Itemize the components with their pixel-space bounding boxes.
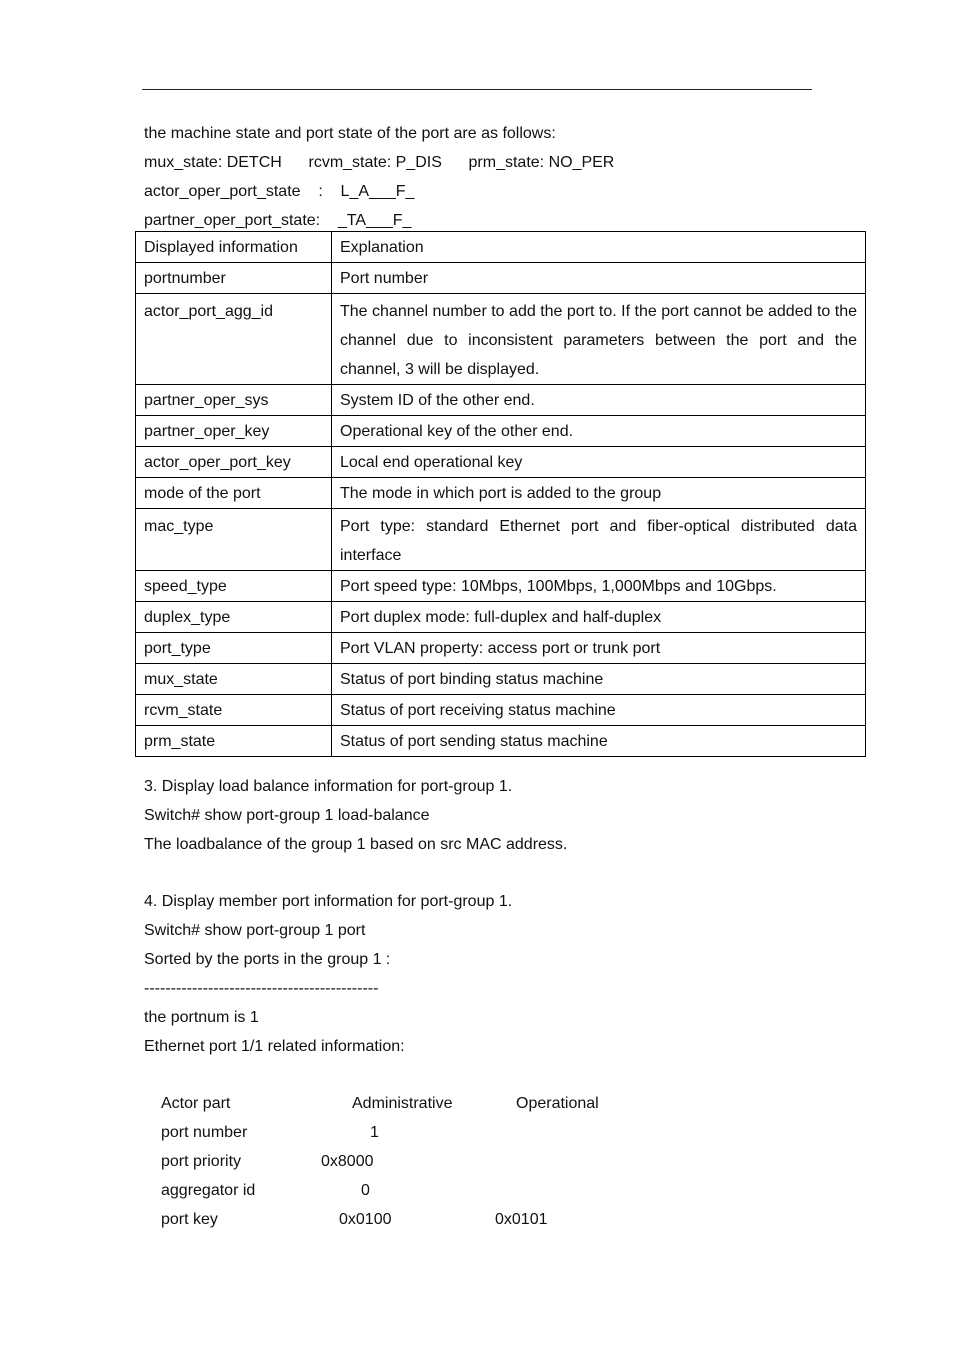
- table-row: [136, 509, 866, 571]
- actor-row-admin: 0x0100: [339, 1211, 392, 1228]
- section-3-output: The loadbalance of the group 1 based on src MAC address.: [144, 836, 568, 853]
- table-cell: partner_oper_sys: [136, 385, 332, 416]
- table-row: [136, 263, 866, 294]
- table-cell: The mode in which port is added to the group: [332, 478, 866, 509]
- info-table: [135, 231, 866, 757]
- separator-line: --------------------------------------------: [144, 980, 379, 997]
- table-cell: Port VLAN property: access port or trunk port: [332, 633, 866, 664]
- actor-row-label: aggregator id: [161, 1182, 256, 1199]
- section-3-heading: 3. Display load balance information for port-group 1.: [144, 778, 513, 795]
- actor-header-oper: Operational: [516, 1095, 599, 1112]
- table-cell: Status of port binding status machine: [332, 664, 866, 695]
- table-cell: portnumber: [136, 263, 332, 294]
- table-row: [136, 695, 866, 726]
- table-cell: actor_port_agg_id: [136, 294, 332, 385]
- table-row: [136, 385, 866, 416]
- actor-row-label: port key: [161, 1211, 218, 1228]
- table-cell: mux_state: [136, 664, 332, 695]
- section-4-heading: 4. Display member port information for port-group 1.: [144, 893, 513, 910]
- table-row: [136, 571, 866, 602]
- intro-line-2: mux_state: DETCH rcvm_state: P_DIS prm_state: NO_PER: [144, 154, 615, 171]
- table-row: [136, 294, 866, 385]
- table-cell: actor_oper_port_key: [136, 447, 332, 478]
- table-cell: Port type: standard Ethernet port and fiber-optical distributed data interface: [332, 509, 866, 571]
- actor-row-label: port priority: [161, 1153, 242, 1170]
- table-cell: Port speed type: 10Mbps, 100Mbps, 1,000Mbps and 10Gbps.: [332, 571, 866, 602]
- table-cell: Operational key of the other end.: [332, 416, 866, 447]
- actor-row-oper: 0x0101: [495, 1211, 548, 1228]
- table-cell: Port number: [332, 263, 866, 294]
- table-row: [136, 478, 866, 509]
- actor-row-admin: 1: [370, 1124, 379, 1141]
- table-row: [136, 664, 866, 695]
- actor-row-admin: 0: [361, 1182, 370, 1199]
- table-cell: Status of port sending status machine: [332, 726, 866, 757]
- related-info-line: Ethernet port 1/1 related information:: [144, 1038, 405, 1055]
- table-cell: System ID of the other end.: [332, 385, 866, 416]
- table-cell: Status of port receiving status machine: [332, 695, 866, 726]
- table-cell: The channel number to add the port to. If the port cannot be added to the channel due to inconsistent parameters between the port and the channel, 3 will be displayed.: [332, 294, 866, 385]
- table-row: [136, 447, 866, 478]
- intro-line-4: partner_oper_port_state: _TA___F_: [144, 212, 412, 229]
- section-3-command: Switch# show port-group 1 load-balance: [144, 807, 430, 824]
- table-cell: duplex_type: [136, 602, 332, 633]
- actor-header-label: Actor part: [161, 1095, 231, 1112]
- table-row: [136, 633, 866, 664]
- actor-row-label: port number: [161, 1124, 248, 1141]
- header-rule: [142, 89, 812, 90]
- table-cell: partner_oper_key: [136, 416, 332, 447]
- table-header-row: [136, 232, 866, 263]
- header-cell: Explanation: [332, 232, 866, 263]
- table-cell: prm_state: [136, 726, 332, 757]
- table-cell: port_type: [136, 633, 332, 664]
- table-row: [136, 726, 866, 757]
- actor-header-admin: Administrative: [352, 1095, 453, 1112]
- table-row: [136, 602, 866, 633]
- intro-line-1: the machine state and port state of the port are as follows:: [144, 125, 556, 142]
- table-cell: mode of the port: [136, 478, 332, 509]
- table-cell: mac_type: [136, 509, 332, 571]
- header-cell: Displayed information: [136, 232, 332, 263]
- section-4-sorted: Sorted by the ports in the group 1 :: [144, 951, 391, 968]
- table-row: [136, 416, 866, 447]
- actor-row-admin: 0x8000: [321, 1153, 374, 1170]
- table-cell: speed_type: [136, 571, 332, 602]
- intro-line-3: actor_oper_port_state : L_A___F_: [144, 183, 415, 200]
- portnum-line: the portnum is 1: [144, 1009, 259, 1026]
- table-cell: rcvm_state: [136, 695, 332, 726]
- table-cell: Port duplex mode: full-duplex and half-duplex: [332, 602, 866, 633]
- table-cell: Local end operational key: [332, 447, 866, 478]
- section-4-command: Switch# show port-group 1 port: [144, 922, 366, 939]
